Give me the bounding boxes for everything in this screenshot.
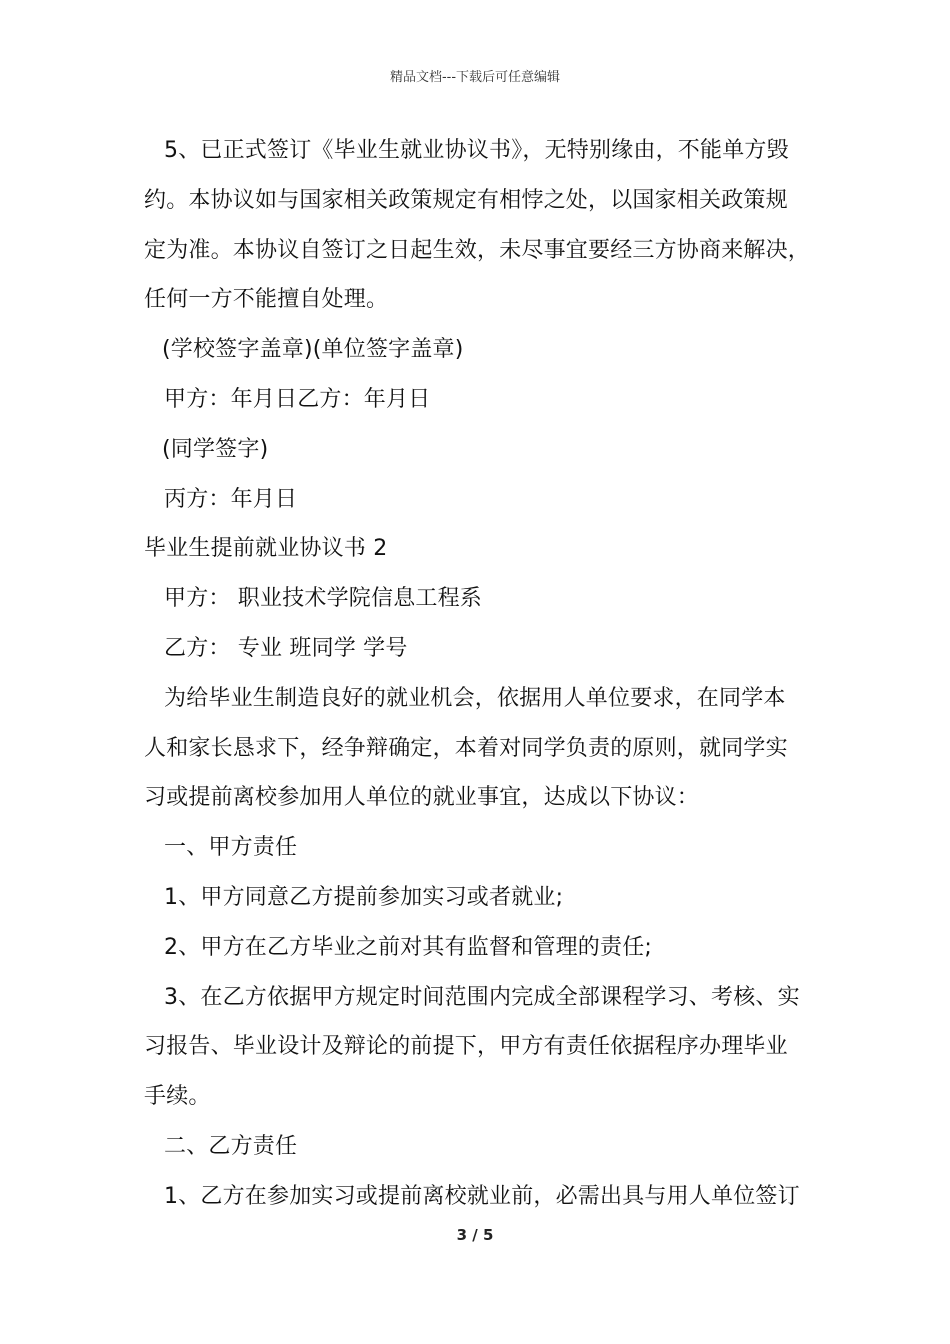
clause-item: 1、乙方在参加实习或提前离校就业前，必需出具与用人单位签订 <box>164 1183 800 1209</box>
page-header: 精品文档---下载后可任意编辑 <box>389 70 561 85</box>
clause-item: 3、在乙方依据甲方规定时间范围内完成全部课程学习、考核、实 <box>164 984 800 1010</box>
paragraph-line: 5、已正式签订《毕业生就业协议书》，无特别缘由，不能单方毁 <box>164 138 789 163</box>
clause-heading: 一、甲方责任 <box>164 835 298 861</box>
paragraph-line: 定为准。本协议自签订之日起生效，未尽事宜要经三方协商来解决， <box>144 237 811 263</box>
paragraph-line: 为给毕业生制造良好的就业机会，依据用人单位要求，在同学本 <box>164 685 786 711</box>
paragraph-line: 手续。 <box>144 1084 211 1110</box>
signature-line: 甲方：年月日乙方：年月日 <box>164 386 431 412</box>
signature-line: 丙方：年月日 <box>164 486 298 512</box>
section-title: 毕业生提前就业协议书 2 <box>144 536 388 562</box>
page-number: 3 / 5 <box>456 1226 494 1244</box>
clause-item: 2、甲方在乙方毕业之前对其有监督和管理的责任; <box>164 934 653 960</box>
signature-line: (同学签字) <box>162 436 269 462</box>
signature-line: (学校签字盖章)(单位签字盖章) <box>162 337 464 363</box>
paragraph-line: 任何一方不能擅自处理。 <box>144 287 389 313</box>
clause-heading: 二、乙方责任 <box>164 1133 298 1159</box>
clause-item: 1、甲方同意乙方提前参加实习或者就业; <box>164 884 564 910</box>
paragraph-line: 习或提前离校参加用人单位的就业事宜，达成以下协议： <box>144 785 700 811</box>
party-line: 乙方： 专业 班同学 学号 <box>164 635 408 661</box>
paragraph-line: 约。本协议如与国家相关政策规定有相悖之处，以国家相关政策规 <box>144 187 788 213</box>
paragraph-line: 习报告、毕业设计及辩论的前提下，甲方有责任依据程序办理毕业 <box>144 1034 788 1060</box>
party-line: 甲方： 职业技术学院信息工程系 <box>164 586 482 612</box>
document-body <box>144 126 824 1222</box>
paragraph-line: 人和家长恳求下，经争辩确定，本着对同学负责的原则，就同学实 <box>144 735 788 761</box>
